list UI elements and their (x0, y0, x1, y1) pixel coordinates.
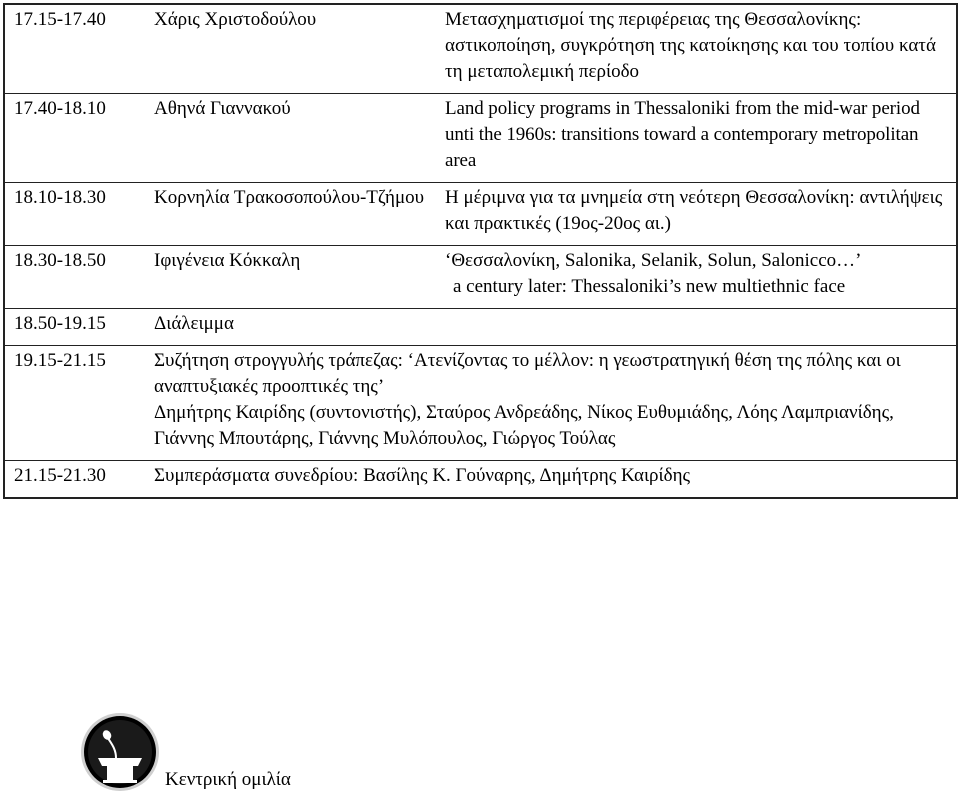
title-cell (437, 246, 957, 309)
title-cell: Μετασχηματισμοί της περιφέρειας της Θεσσαλονίκης: αστικοποίηση, συγκρότηση της κατοίκησης και του τοπίου κατά τη μεταπολεμική περίοδο (437, 4, 957, 94)
legend-label: Κεντρική ομιλία (165, 769, 291, 790)
table-row (4, 461, 957, 499)
conclusions-cell: Συμπεράσματα συνεδρίου: Βασίλης Κ. Γούναρης, Δημήτρης Καιρίδης (146, 461, 957, 499)
time-cell: 17.40-18.10 (4, 94, 146, 183)
time-cell: 21.15-21.30 (4, 461, 146, 499)
time-cell: 18.10-18.30 (4, 183, 146, 246)
title-cell: Η μέριμνα για τα μνημεία στη νεότερη Θεσσαλονίκη: αντιλήψεις και πρακτικές (19ος-20ος αι.) (437, 183, 957, 246)
table-row (4, 4, 957, 94)
break-cell: Διάλειμμα (146, 309, 957, 346)
speaker-cell: Αθηνά Γιαννακού (146, 94, 437, 183)
roundtable-cell (146, 346, 957, 461)
table-row (4, 309, 957, 346)
title-line: ‘Θεσσαλονίκη, Salonika, Selanik, Solun, Salonicco…’ (445, 250, 862, 271)
schedule-table (3, 3, 958, 499)
title-line: a century later: Thessaloniki’s new multiethnic face (453, 276, 846, 297)
time-cell: 17.15-17.40 (4, 4, 146, 94)
speaker-cell: Κορνηλία Τρακοσοπούλου-Τζήμου (146, 183, 437, 246)
speaker-cell: Ιφιγένεια Κόκκαλη (146, 246, 437, 309)
table-row (4, 346, 957, 461)
table-row (4, 183, 957, 246)
table-row (4, 94, 957, 183)
time-cell: 18.30-18.50 (4, 246, 146, 309)
roundtable-title: Συζήτηση στρογγυλής τράπεζας: ‘Ατενίζοντας το μέλλον: η γεωστρατηγική θέση της πόλης και οι αναπτυξιακές προοπτικές της’ (154, 350, 901, 397)
title-cell: Land policy programs in Thessaloniki from the mid-war period unti the 1960s: transitions toward a contemporary metropolitan area (437, 94, 957, 183)
speaker-cell: Χάρις Χριστοδούλου (146, 4, 437, 94)
time-cell: 18.50-19.15 (4, 309, 146, 346)
time-cell: 19.15-21.15 (4, 346, 146, 461)
table-row (4, 246, 957, 309)
podium-microphone-icon (80, 708, 160, 794)
roundtable-participants: Δημήτρης Καιρίδης (συντονιστής), Σταύρος Ανδρεάδης, Νίκος Ευθυμιάδης, Λόης Λαμπριανίδης, Γιάννης Μπουτάρης, Γιάννης Μυλόπουλος, Γιώργος Τούλας (154, 402, 894, 449)
legend (80, 708, 380, 794)
